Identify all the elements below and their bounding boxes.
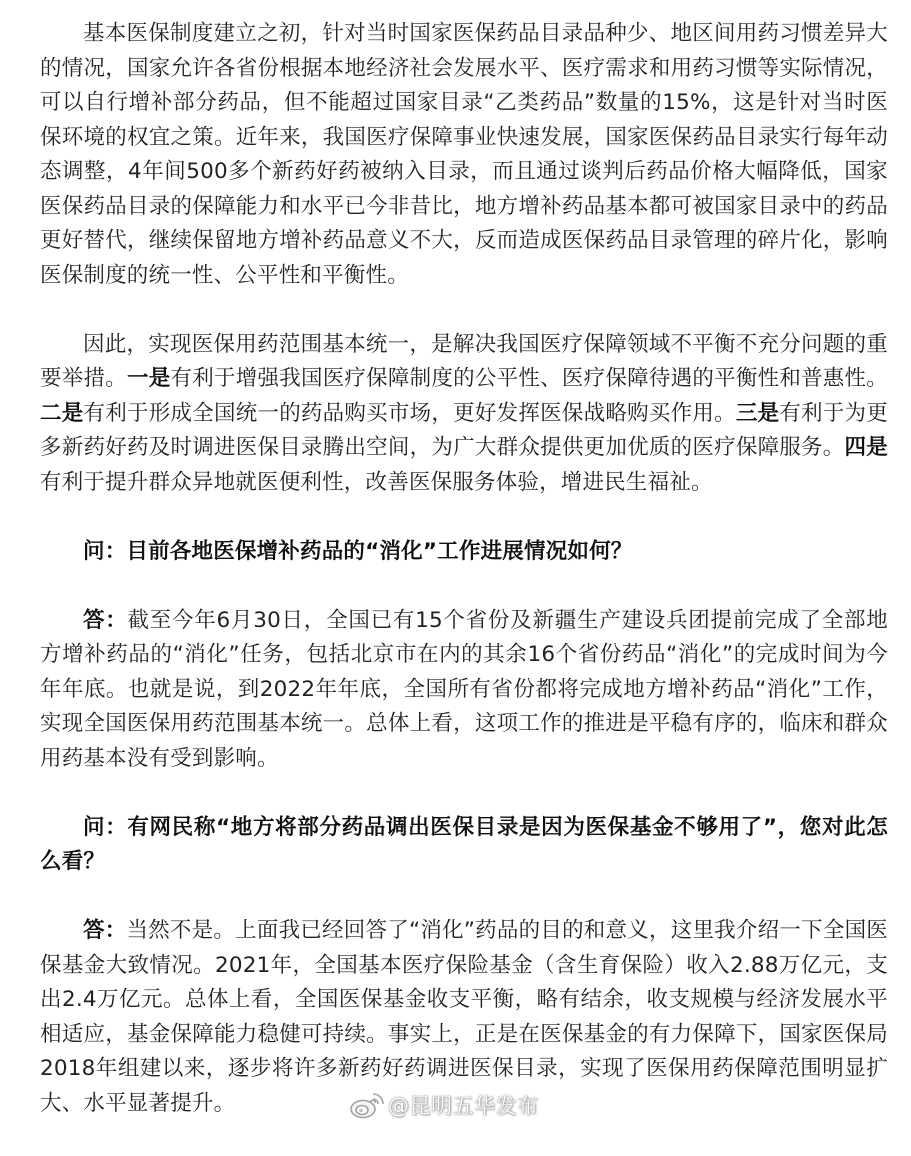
paragraph-background [40, 17, 888, 293]
point-label-1: 一是 [126, 366, 171, 391]
point-text-1: 有利于增强我国医疗保障制度的公平性、医疗保障待遇的平衡性和普惠性。 [170, 366, 888, 391]
answer-text: 当然不是。上面我已经回答了“消化”药品的目的和意义，这里我介绍一下全国医保基金大致情况。2021年，全国基本医疗保险基金（含生育保险）收入2.88万亿元，支出2.4万亿元。总体上看，全国医保基金收支平衡，略有结余，收支规模与经济发展水平相适应，基金保障能力稳健可持续。事实上，正是在医保基金的有力保障下，国家医保局2018年组建以来，逐步将许多新药好药调进医保目录，实现了医保用药保障范围明显扩大、水平显著提升。 [40, 918, 888, 1116]
answer-text: 截至今年6月30日，全国已有15个省份及新疆生产建设兵团提前完成了全部地方增补药品的“消化”任务，包括北京市在内的其余16个省份药品“消化”的完成时间为今年年底。也就是说，到2022年年底，全国所有省份都将完成地方增补药品“消化”工作，实现全国医保用药范围基本统一。总体上看，这项工作的推进是平稳有序的，临床和群众用药基本没有受到影响。 [40, 607, 888, 771]
point-text-4: 有利于提升群众异地就医便利性，改善医保服务体验，增进民生福祉。 [40, 469, 713, 495]
point-label-2: 二是 [40, 400, 84, 426]
question-1 [40, 535, 888, 570]
weibo-watermark [348, 1089, 539, 1121]
article-body [40, 17, 888, 1156]
question-2 [40, 811, 888, 880]
point-label-4: 四是 [844, 435, 888, 460]
answer-label: 答： [83, 607, 128, 633]
weibo-icon [348, 1090, 386, 1120]
paragraph-text: 基本医保制度建立之初，针对当时国家医保药品目录品种少、地区间用药习惯差异大的情况，国家允许各省份根据本地经济社会发展水平、医疗需求和用药习惯等实际情况，可以自行增补部分药品，但不能超过国家目录“乙类药品”数量的15%，这是针对当时医保环境的权宜之策。近年来，我国医疗保障事业快速发展，国家医保药品目录实行每年动态调整，4年间500多个新药好药被纳入目录，而且通过谈判后药品价格大幅降低，国家医保药品目录的保障能力和水平已今非昔比，地方增补药品基本都可被国家目录中的药品更好替代，继续保留地方增补药品意义不大，反而造成医保药品目录管理的碎片化，影响医保制度的统一性、公平性和平衡性。 [40, 21, 888, 288]
watermark-text: @昆明五华发布 [388, 1094, 539, 1118]
paragraph-significance [40, 328, 888, 501]
paragraph-text: 因此，实现医保用药范围基本统一，是解决我国医疗保障领域不平衡不充分问题的重要举措。 [40, 331, 888, 391]
question-text: 问：目前各地医保增补药品的“消化”工作进展情况如何？ [83, 538, 633, 564]
point-text-2: 有利于形成全国统一的药品购买市场，更好发挥医保战略购买作用。 [83, 400, 736, 426]
answer-label: 答： [83, 918, 127, 943]
point-text-3: 有利于为更多新药好药及时调进医保目录腾出空间，为广大群众提供更加优质的医疗保障服务。 [40, 400, 888, 460]
point-label-3: 三是 [735, 400, 780, 426]
question-text: 问：有网民称“地方将部分药品调出医保目录是因为医保基金不够用了”，您对此怎么看？ [40, 814, 888, 874]
answer-1 [40, 604, 888, 777]
